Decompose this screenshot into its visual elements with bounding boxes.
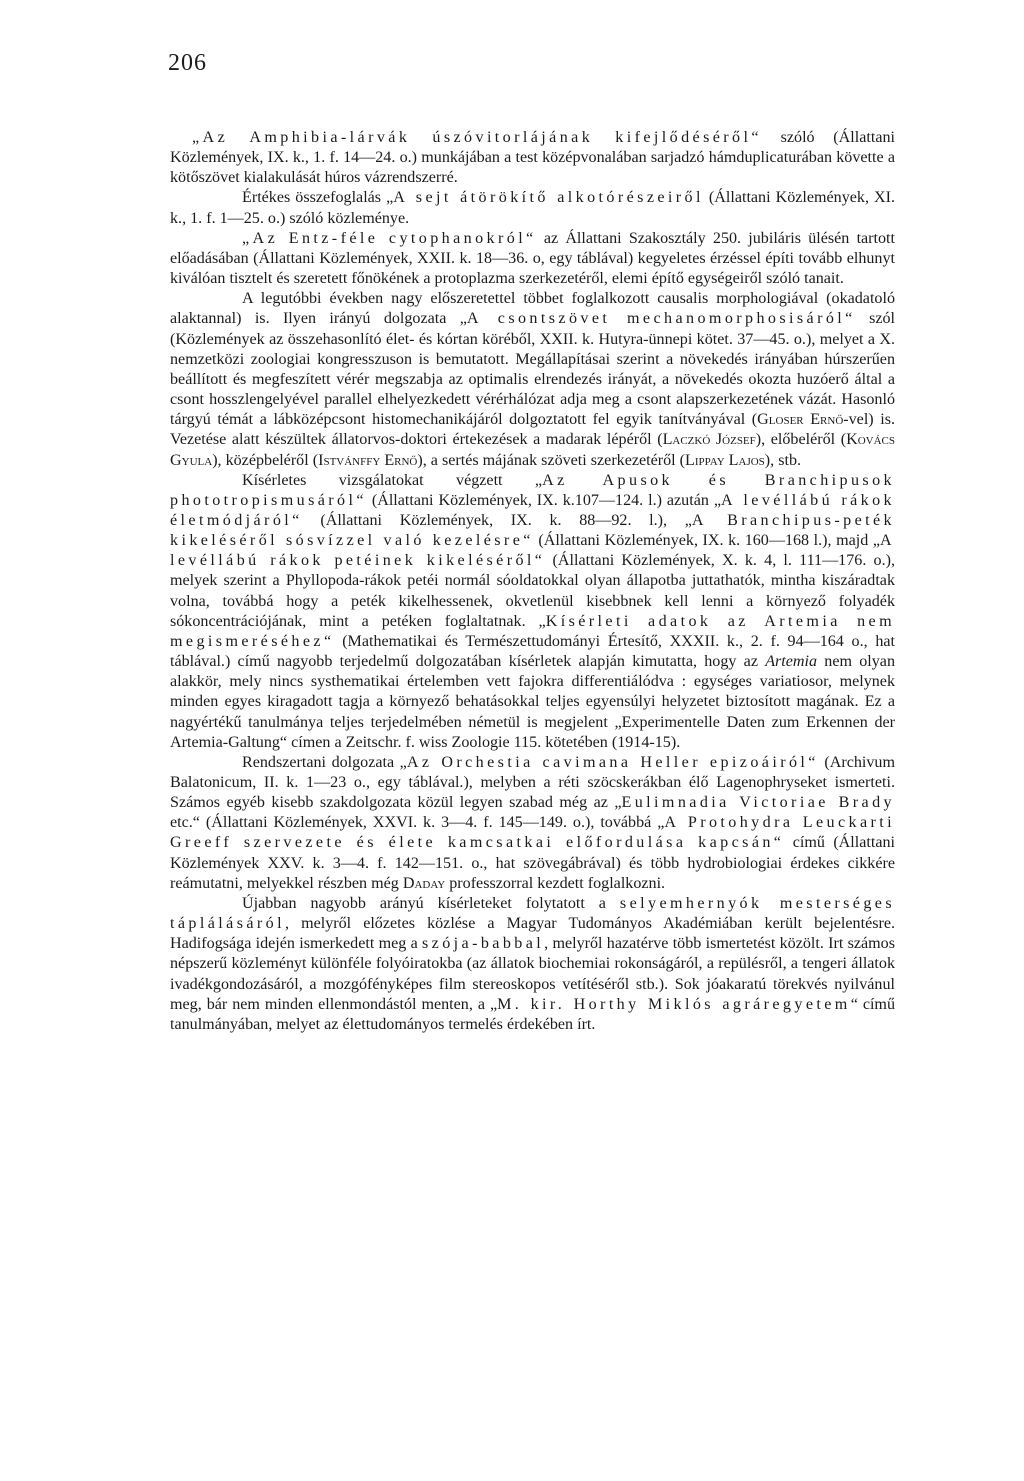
paragraph-text: (Állattani Közlemények, XI. k., 1. f. 1—25. o.) szóló közleménye. [170,189,895,227]
paragraph-text: (Állattani Közlemények, IX. k.107—124. l.) azután „ [366,491,721,509]
paragraph-text: etc.“ (Állattani Közlemények, XXVI. k. 3—4. f. 145—149. o.), továbbá „ [170,814,665,832]
paragraph [170,289,895,470]
paragraph-text: (Állattani Közlemények, IX. k. 88—92. l.), „ [302,511,692,529]
paragraph-text: című (Állattani Közlemények XXV. k. 3—4. f. 142—151. o., hat szövegábrával) és több hydrobiologiai érdekes cikkére reámutatni, melyekkel részben még [170,834,895,892]
small-caps-name: Lippay Lajos [685,451,765,469]
paragraph-text: (Állattani Közlemények, X. k. 4, l. 111—176. o.), melyek szerint a Phyllopoda-rákok petéi normál sóoldatokkal olyan állapotba juttathatók, mintha kiszáradtak volna, továbbá hogy a peték kikelhessenek, okvetlenül kisebbnek kell lenni a környező folyadék sókoncentrációjának, mint a petéken foglaltatnak. „ [170,552,895,630]
paragraph-text: (Állattani Közlemények, IX. k. 160—168 l.), majd „ [533,532,880,550]
small-caps-name: Laczkó József [662,431,756,449]
spaced-title-text: Kísérleti adatok az Artemia nem megismeréséhez“ [170,612,895,650]
spaced-title-text: A csontszövet mechanomorphosisáról“ [466,310,856,328]
paragraph-text: szóló (Állattani Közlemények, IX. k., 1. f. 14—24. o.) munkájában a test középvonalában sarjadzó hámduplicaturában követte a kötőszövet kialakulását húros vázrendszerré. [170,129,895,187]
paragraph-text: “ című tanulmányában, melyet az élettudományos termelés érdekében írt. [170,995,895,1033]
spaced-title-text: Az Orchestia cavimana Heller epizoáiról“ [406,753,819,771]
spaced-title-text: A Protohydra Leuckarti Greeff szervezete és élete kamcsatkai előfordulása kapcsán“ [170,814,895,852]
paragraph-text: ), előbeléről ( [755,431,847,449]
paragraph [170,894,895,1035]
paragraph-text: A legutóbbi években nagy előszeretettel többet foglalkozott causalis morphologiával (okadatoló alaktannal) is. Ilyen irányú dolgozata „ [170,290,895,328]
small-caps-name: Daday [402,874,446,892]
paragraph-text: ), stb. [764,451,802,469]
paragraph-text: professzorral kezdett foglalkozni. [445,874,666,892]
spaced-title-text: A sejt átörökítő alkotórészeiről [393,189,704,207]
small-caps-name: Istvánffy Ernő [318,451,418,469]
italic-text: Artemia [765,653,818,671]
paragraph-text: az Állattani Szakosztály 250. jubiláris ülésén tartott előadásában (Állattani Közlemények, XXII. k. 18—36. o, egy táblával) kegyeletes érzéssel építi tovább elhunyt kiválóan tisztelt és szeretett főnökének a protoplazma szerkezetéről, elemi építő egységeiről szóló tanait. [170,229,896,288]
body-text [170,128,895,1035]
paragraph-text: , melyről hazatérve több ismertetést közölt. Irt számos népszerű közleményt különféle folyóiratokba (az állatok biochemiai rokonságáról, a repülésről, a tengeri állatok ivadékgondozásáról, a mozgófényképes film stereoskopos vetítéséről stb.). Sok jóakaratú törekvés nyilvánul meg, bár nem minden ellenmondástól menten, a „ [170,935,895,1013]
spaced-title-text: selyemhernyók mesterséges táplálásáról [170,894,895,933]
spaced-title-text: A Branchipus-peték kikeléséről sósvízzel való kezelésre“ [170,511,895,550]
paragraph-text: Rendszertani dolgozata „ [242,753,407,771]
paragraph [170,229,895,289]
spaced-title-text: „Az Entz-féle cytophanokról“ [242,229,537,247]
spaced-title-text: Eulimnadia Victoriae Brady [621,794,895,812]
paragraph [170,753,895,894]
paragraph-text: , melyről előzetes közlése a Magyar Tudományos Akadémiában került bejelentésre. Hadifogsága idején ismerkedett meg a [170,915,895,953]
page-number: 206 [168,50,207,76]
paragraph [170,471,895,753]
paragraph-text: szól (Közlemények az összehasonlító élet- és kórtan köréből, XXII. k. Hutyra-ünnepi kötet. 37—45. o.), melyet a X. nemzetközi zoologiai kongresszuson is bemutatott. Megállapításai szerint a növekedés irányában húrszerűen beállított és megfeszített vérér megszabja az optimalis elrendezés irányát, a növekedés okozta huzóerő által a csont hosszlengelyével parallel elhelyezkedett vérérhálózat adja meg a csont alapszerkezetének vázát. Hasonló tárgyú témát a lábközépcsont histomechanikájáról dolgoztatott fel egyik tanítványával ( [170,310,896,429]
spaced-title-text: szója-babbal [422,935,545,953]
paragraph-text: (Archivum Balatonicum, II. k. 1—23 o., egy táblával.), melyben a réti szöcskerákban élő Lagenophryseket ismerteti. Számos egyéb kisebb szakdolgozata közül legyen szabad még az „ [170,753,895,812]
spaced-title-text: A levéllábú rákok életmódjáról“ [170,491,895,529]
spaced-title-text: A levéllábú rákok petéinek kikeléséről“ [170,532,895,570]
small-caps-name: Kovács Gyula [170,431,896,469]
paragraph [170,188,895,228]
paragraph-text: -vel) is. Vezetése alatt készültek állatorvos-doktori értekezések a madarak lépéről ( [170,411,896,449]
paragraph-text: Kísérletes vizsgálatokat végzett „ [242,471,543,489]
paragraph-text: ), a sertés májának szöveti szerkezetéről ( [417,451,686,469]
spaced-title-text: Az Apusok és Branchipusok phototropismusáról“ [170,471,895,509]
paragraph-text: nem olyan alakkör, mely nincs systhematikai értelemben vett fajokra differentiálódva : egységes variatiosor, melynek minden egyes kiragadott tagja a környező behatásokkal teljes egyensúlyi helyzetet biztosított magának. Ez a nagyértékű tanulmánya teljes terjedelmében németül is megjelent „Experimentelle Daten zum Erkennen der Artemia-Galtung“ címen a Zeitschr. f. wiss Zoologie 115. kötetében (1914-15). [170,653,895,751]
small-caps-name: Gloser Ernő [757,411,844,429]
paragraph-text: Értékes összefoglalás „ [242,189,394,207]
paragraph-text: Újabban nagyobb arányú kísérleteket folytatott a [242,894,620,912]
paragraph [170,128,895,188]
paragraph-text: (Mathematikai és Természettudományi Értesítő, XXXII. k., 2. f. 94—164 o., hat táblával.) című nagyobb terjedelmű dolgozatában kísérletek alapján kimutatta, hogy az [170,632,895,671]
spaced-title-text: M. kir. Horthy Miklós agráregyetem [497,995,851,1013]
spaced-title-text: „Az Amphibia-lárvák úszóvitorlájának kifejlődéséről“ [192,129,762,146]
paragraph-text: ), középbeléről ( [212,451,319,469]
